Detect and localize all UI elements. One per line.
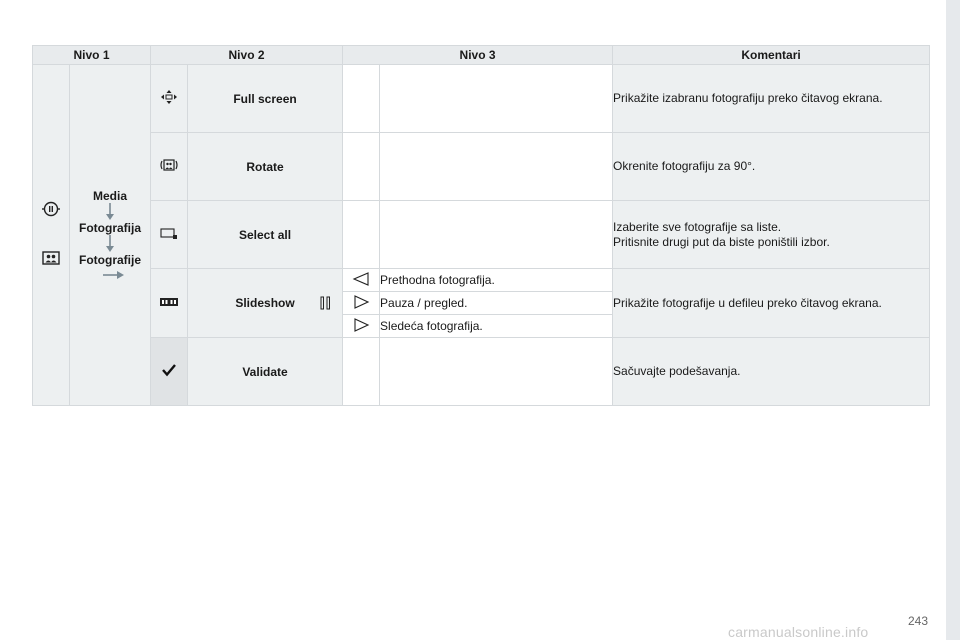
option-rotate: Rotate [188, 133, 343, 201]
select-all-icon-cell [151, 201, 188, 269]
header-level1: Nivo 1 [33, 46, 151, 65]
slideshow-icon-cell [151, 269, 188, 338]
comment-select-all-line1: Izaberite sve fotografije sa liste. [613, 219, 782, 234]
fullscreen-icon [159, 89, 179, 105]
slideshow-icon [159, 294, 179, 310]
header-level3: Nivo 3 [343, 46, 613, 65]
comment-validate: Sačuvajte podešavanja. [613, 338, 930, 406]
empty-cell [380, 338, 613, 406]
arrow-down-icon [103, 235, 117, 253]
level1-menu-chain-cell [70, 65, 151, 406]
empty-cell [343, 65, 380, 133]
empty-cell [380, 65, 613, 133]
pause-icon [315, 295, 337, 311]
sub-next-text: Sledeća fotografija. [380, 315, 613, 338]
level1-icons-cell [33, 65, 70, 406]
menu-media: Media [93, 189, 128, 203]
photo-icon [41, 250, 61, 269]
empty-cell [343, 338, 380, 406]
side-strip [946, 0, 960, 640]
sub-pause-text: Pauza / pregled. [380, 292, 613, 315]
option-validate: Validate [188, 338, 343, 406]
header-level2: Nivo 2 [151, 46, 343, 65]
empty-cell [380, 201, 613, 269]
option-select-all: Select all [188, 201, 343, 269]
rotate-photo-icon [159, 157, 179, 173]
sub-previous-text: Prethodna fotografija. [380, 269, 613, 292]
comment-slideshow: Prikažite fotografije u defileu preko čitavog ekrana. [613, 269, 930, 338]
previous-icon-cell [343, 269, 380, 292]
arrow-right-icon [103, 269, 125, 281]
menu-fotografije: Fotografije [79, 253, 141, 267]
validate-icon-cell [151, 338, 188, 406]
settings-table [32, 45, 930, 406]
checkmark-icon [159, 362, 179, 378]
next-icon-cell [343, 315, 380, 338]
empty-cell [380, 133, 613, 201]
comment-full-screen: Prikažite izabranu fotografiju preko čitavog ekrana. [613, 65, 930, 133]
table-row [33, 269, 930, 292]
empty-cell [343, 201, 380, 269]
table-row [33, 338, 930, 406]
empty-cell [343, 133, 380, 201]
header-comments: Komentari [613, 46, 930, 65]
fullscreen-icon-cell [151, 65, 188, 133]
table-header-row [33, 46, 930, 65]
option-full-screen: Full screen [188, 65, 343, 133]
previous-icon [351, 271, 371, 287]
watermark: carmanualsonline.info [728, 624, 869, 640]
table-row [33, 133, 930, 201]
comment-select-all [613, 201, 930, 269]
next-icon [351, 317, 371, 333]
select-all-icon [159, 225, 179, 241]
table-row [33, 201, 930, 269]
arrow-down-icon [103, 203, 117, 221]
rotate-icon-cell [151, 133, 188, 201]
option-slideshow: Slideshow [188, 269, 343, 338]
play-icon [351, 294, 371, 310]
page-number: 243 [908, 614, 929, 628]
pause-play-icon-cell [343, 292, 380, 315]
media-source-icon [41, 201, 61, 220]
menu-fotografija: Fotografija [79, 221, 141, 235]
comment-rotate: Okrenite fotografiju za 90°. [613, 133, 930, 201]
table-row [33, 65, 930, 133]
comment-select-all-line2: Pritisnite drugi put da biste poništili izbor. [613, 234, 830, 249]
